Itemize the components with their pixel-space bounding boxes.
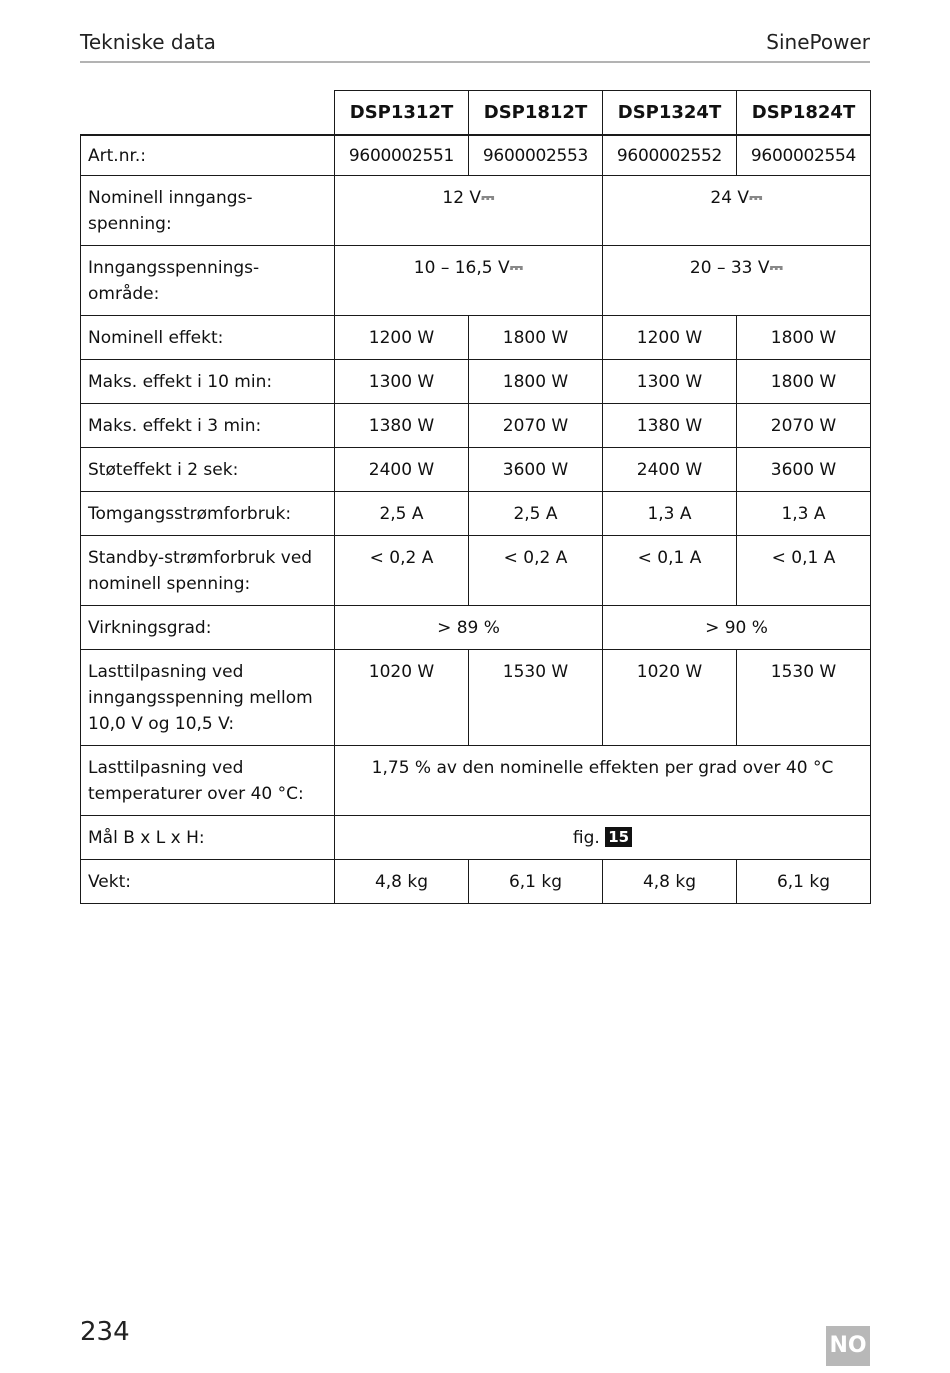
- cell-value: > 90 %: [603, 606, 871, 650]
- dimensions-cell: [335, 816, 871, 860]
- row-label: Art.nr.:: [81, 135, 335, 176]
- table-row: [81, 135, 871, 176]
- cell-value: 1800 W: [469, 316, 603, 360]
- cell-value: 3600 W: [469, 448, 603, 492]
- table-row: [81, 360, 871, 404]
- cell-value: 1800 W: [737, 316, 871, 360]
- table-row: [81, 650, 871, 746]
- cell-value: 2400 W: [603, 448, 737, 492]
- cell-value: 2,5 A: [335, 492, 469, 536]
- figure-reference-text: fig.: [572, 828, 600, 848]
- technical-data-table: [80, 90, 871, 904]
- table-row: [81, 404, 871, 448]
- cell-value: 4,8 kg: [335, 860, 469, 904]
- cell-value: 2070 W: [737, 404, 871, 448]
- cell-value: 1200 W: [603, 316, 737, 360]
- table-header-row: [81, 91, 871, 136]
- cell-value: 1020 W: [335, 650, 469, 746]
- row-label: Lasttilpasning ved temperaturer over 40 °C:: [81, 746, 335, 816]
- cell-value: 1380 W: [603, 404, 737, 448]
- cell-value: 6,1 kg: [737, 860, 871, 904]
- row-label: Maks. effekt i 3 min:: [81, 404, 335, 448]
- table-row: [81, 816, 871, 860]
- cell-value: < 0,2 A: [469, 536, 603, 606]
- cell-value: 2400 W: [335, 448, 469, 492]
- row-label: Lasttilpasning ved inngangsspenning mellom 10,0 V og 10,5 V:: [81, 650, 335, 746]
- cell-value: 12 V⎓: [335, 176, 603, 246]
- cell-value: < 0,1 A: [737, 536, 871, 606]
- cell-value: 4,8 kg: [603, 860, 737, 904]
- header-section-title: Tekniske data: [80, 30, 216, 54]
- table-row: [81, 746, 871, 816]
- cell-value: 9600002552: [603, 135, 737, 176]
- table-row: [81, 246, 871, 316]
- model-header: DSP1824T: [737, 91, 871, 136]
- cell-value: 9600002554: [737, 135, 871, 176]
- cell-value: 1,3 A: [603, 492, 737, 536]
- cell-value: 24 V⎓: [603, 176, 871, 246]
- cell-value: 6,1 kg: [469, 860, 603, 904]
- cell-value: 9600002551: [335, 135, 469, 176]
- table-row: [81, 492, 871, 536]
- table-row: [81, 860, 871, 904]
- cell-value: 1800 W: [469, 360, 603, 404]
- figure-number-badge: 15: [605, 827, 632, 847]
- table-row: [81, 316, 871, 360]
- table-row: [81, 606, 871, 650]
- cell-value: 1,75 % av den nominelle effekten per grad over 40 °C: [335, 746, 871, 816]
- cell-value: 9600002553: [469, 135, 603, 176]
- model-header: DSP1324T: [603, 91, 737, 136]
- table-row: [81, 448, 871, 492]
- page-number: 234: [80, 1317, 130, 1347]
- cell-value: 1800 W: [737, 360, 871, 404]
- cell-value: < 0,1 A: [603, 536, 737, 606]
- cell-value: 3600 W: [737, 448, 871, 492]
- cell-value: 1300 W: [603, 360, 737, 404]
- cell-value: 20 – 33 V⎓: [603, 246, 871, 316]
- header-blank-cell: [81, 91, 335, 136]
- row-label: Maks. effekt i 10 min:: [81, 360, 335, 404]
- row-label: Tomgangsstrømforbruk:: [81, 492, 335, 536]
- cell-value: 1020 W: [603, 650, 737, 746]
- cell-value: 1530 W: [737, 650, 871, 746]
- cell-value: 1530 W: [469, 650, 603, 746]
- model-header: DSP1312T: [335, 91, 469, 136]
- cell-value: 1380 W: [335, 404, 469, 448]
- table-row: [81, 176, 871, 246]
- table-row: [81, 536, 871, 606]
- cell-value: 1,3 A: [737, 492, 871, 536]
- cell-value: > 89 %: [335, 606, 603, 650]
- header-product-name: SinePower: [766, 30, 870, 54]
- cell-value: 1200 W: [335, 316, 469, 360]
- row-label: Vekt:: [81, 860, 335, 904]
- model-header: DSP1812T: [469, 91, 603, 136]
- cell-value: 10 – 16,5 V⎓: [335, 246, 603, 316]
- row-label: Standby-strømforbruk ved nominell spenning:: [81, 536, 335, 606]
- cell-value: < 0,2 A: [335, 536, 469, 606]
- language-badge: NO: [826, 1326, 870, 1366]
- header-divider: [80, 61, 870, 63]
- row-label: Inngangsspennings-område:: [81, 246, 335, 316]
- cell-value: 2070 W: [469, 404, 603, 448]
- cell-value: 1300 W: [335, 360, 469, 404]
- cell-value: 2,5 A: [469, 492, 603, 536]
- row-label: Mål B x L x H:: [81, 816, 335, 860]
- row-label: Nominell inngangs-spenning:: [81, 176, 335, 246]
- row-label: Virkningsgrad:: [81, 606, 335, 650]
- row-label: Nominell effekt:: [81, 316, 335, 360]
- row-label: Støteffekt i 2 sek:: [81, 448, 335, 492]
